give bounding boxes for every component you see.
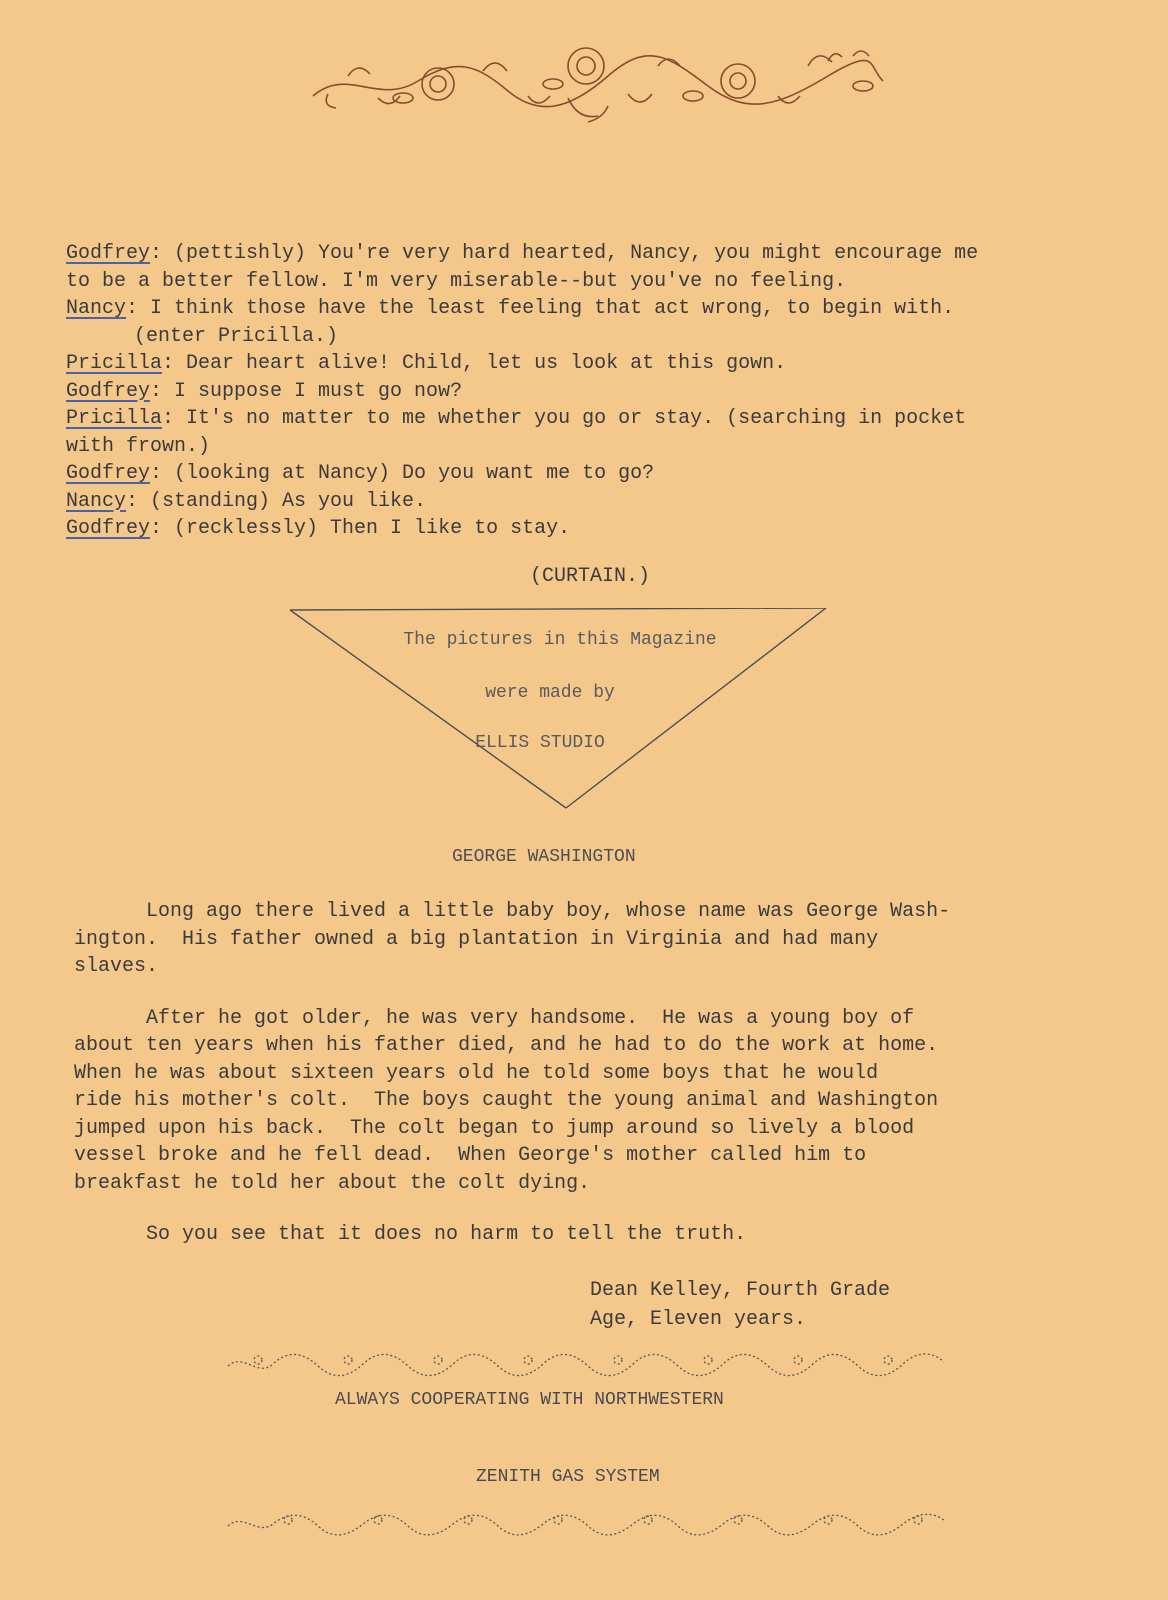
notice-line: The pictures in this Magazine: [403, 630, 717, 650]
dialogue-line: [66, 405, 1126, 433]
dialogue-text: : (standing) As you like.: [126, 489, 427, 513]
dialogue-text: to be a better fellow. I'm very miserable--but you've no feeling.: [66, 269, 847, 293]
speaker-name: Godfrey: [66, 379, 151, 403]
notice-line: were made by: [485, 683, 615, 703]
author-line: Dean Kelley, Fourth Grade: [590, 1279, 891, 1302]
play-dialogue: [66, 240, 1126, 543]
essay-paragraph: So you see that it does no harm to tell the truth.: [74, 1223, 747, 1246]
sponsor-name: ZENITH GAS SYSTEM: [476, 1467, 660, 1487]
essay-title: GEORGE WASHINGTON: [452, 847, 636, 867]
stage-direction: [66, 323, 1126, 351]
author-age: Age, Eleven years.: [590, 1308, 807, 1331]
essay-paragraph: After he got older, he was very handsome. He was a young boy of about ten years when his father died, and he had to do the work at home. When he was about sixteen years old he told some boys that he would ride his mother's colt. The boys caught the young animal and Washington jumped upon his back. The colt began to jump around so lively a blood vessel broke and he fell dead. When George's mother called him to breakfast he told her about the colt dying.: [74, 1006, 939, 1195]
dialogue-line: [66, 460, 1126, 488]
dialogue-line: [66, 433, 1126, 461]
speaker-name: Nancy: [66, 297, 127, 320]
dialogue-line: [66, 268, 1126, 296]
dialogue-text: : It's no matter to me whether you go or stay. (searching in pocket: [162, 407, 967, 430]
essay-paragraph: Long ago there lived a little baby boy, whose name was George Wash- ington. His father owned a big plantation in Virginia and had many slaves.: [74, 900, 951, 978]
speaker-name: Pricilla: [66, 407, 163, 430]
dialogue-line: [66, 488, 1126, 516]
dialogue-text: : Dear heart alive! Child, let us look at this gown.: [162, 352, 787, 375]
floral-border-ornament: [308, 36, 888, 128]
dotted-border-ornament: [228, 1348, 944, 1378]
dotted-border-ornament: [228, 1506, 944, 1536]
notice-line: ELLIS STUDIO: [475, 733, 605, 753]
studio-notice: [290, 608, 830, 826]
essay-signature: [590, 1276, 890, 1334]
dialogue-line: [66, 378, 1126, 406]
dialogue-text: with frown.): [66, 434, 211, 458]
dialogue-text: : (looking at Nancy) Do you want me to go?: [150, 462, 655, 485]
dialogue-text: (enter Pricilla.): [134, 324, 339, 348]
dialogue-text: : I suppose I must go now?: [150, 379, 463, 403]
essay-body: [74, 898, 1074, 1273]
dialogue-line: [66, 240, 1126, 268]
dialogue-line: [66, 515, 1126, 543]
dialogue-line: [66, 295, 1126, 323]
dialogue-text: : I think those have the least feeling that act wrong, to begin with.: [126, 297, 955, 320]
dialogue-text: : (recklessly) Then I like to stay.: [150, 517, 571, 540]
sponsor-slogan: ALWAYS COOPERATING WITH NORTHWESTERN: [335, 1390, 724, 1410]
dialogue-text: : (pettishly) You're very hard hearted, Nancy, you might encourage me: [150, 242, 979, 265]
dialogue-line: [66, 350, 1126, 378]
speaker-name: Godfrey: [66, 517, 151, 540]
speaker-name: Pricilla: [66, 352, 163, 375]
speaker-name: Godfrey: [66, 242, 151, 265]
speaker-name: Nancy: [66, 489, 127, 513]
speaker-name: Godfrey: [66, 462, 151, 485]
curtain-heading: (CURTAIN.): [530, 565, 651, 588]
